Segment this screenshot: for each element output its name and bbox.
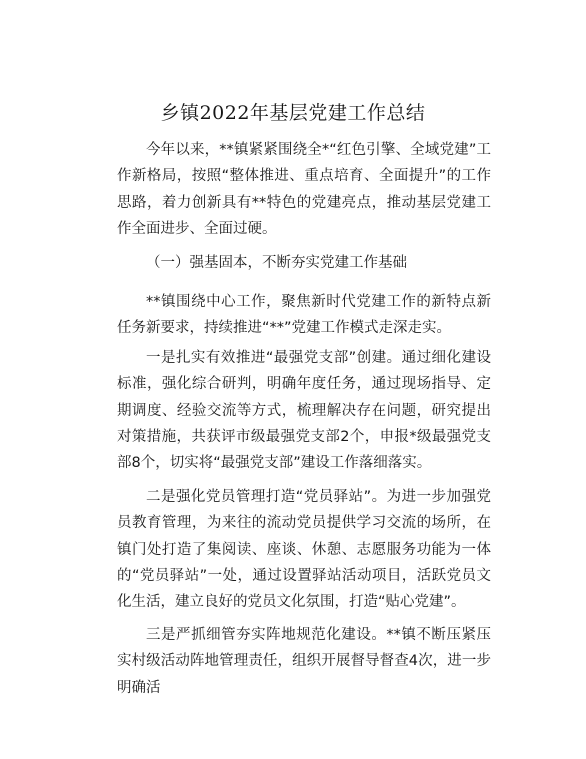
paragraph-text: 今年以来，**镇紧紧围绕全*“红色引擎、全域党建”工作新格局，按照“整体推进、重点培育、全面提升”的工作思路，着力创新具有**特色的党建亮点，推动基层党建工作全面进步、全面过硬。 [117, 142, 491, 237]
paragraph-section-intro [117, 289, 491, 342]
paragraph-text: **镇围绕中心工作，聚焦新时代党建工作的新特点新任务新要求，持续推进“**”党建工作模式走深走实。 [117, 294, 491, 337]
paragraph-text: 三是严抓细管夯实阵地规范化建设。**镇不断压紧压实村级活动阵地管理责任，组织开展督导督查4次，进一步明确活 [117, 627, 491, 696]
paragraph-text: 一是扎实有效推进“最强党支部”创建。通过细化建设标准，强化综合研判，明确年度任务，通过现场指导、定期调度、经验交流等方式，梳理解决存在问题，研究提出对策措施，共获评市级最强党支部2个，申报*级最强党支部8个，切实将“最强党支部”建设工作落细落实。 [117, 350, 491, 472]
paragraph-text: 二是强化党员管理打造“党员驿站”。为进一步加强党员教育管理，为来往的流动党员提供学习交流的场所，在镇门处打造了集阅读、座谈、休憩、志愿服务功能为一体的“党员驿站”一处，通过设置驿站活动项目，活跃党员文化生活，建立良好的党员文化氛围，打造“贴心党建”。 [117, 489, 491, 611]
paragraph-point-three [117, 622, 491, 701]
document-title: 乡镇2022年基层党建工作总结 [160, 102, 426, 124]
section-heading [117, 250, 491, 276]
section-heading-text: （一）强基固本，不断夯实党建工作基础 [146, 255, 407, 271]
paragraph-point-one [117, 345, 491, 476]
paragraph-intro [117, 137, 491, 242]
paragraph-point-two [117, 484, 491, 615]
